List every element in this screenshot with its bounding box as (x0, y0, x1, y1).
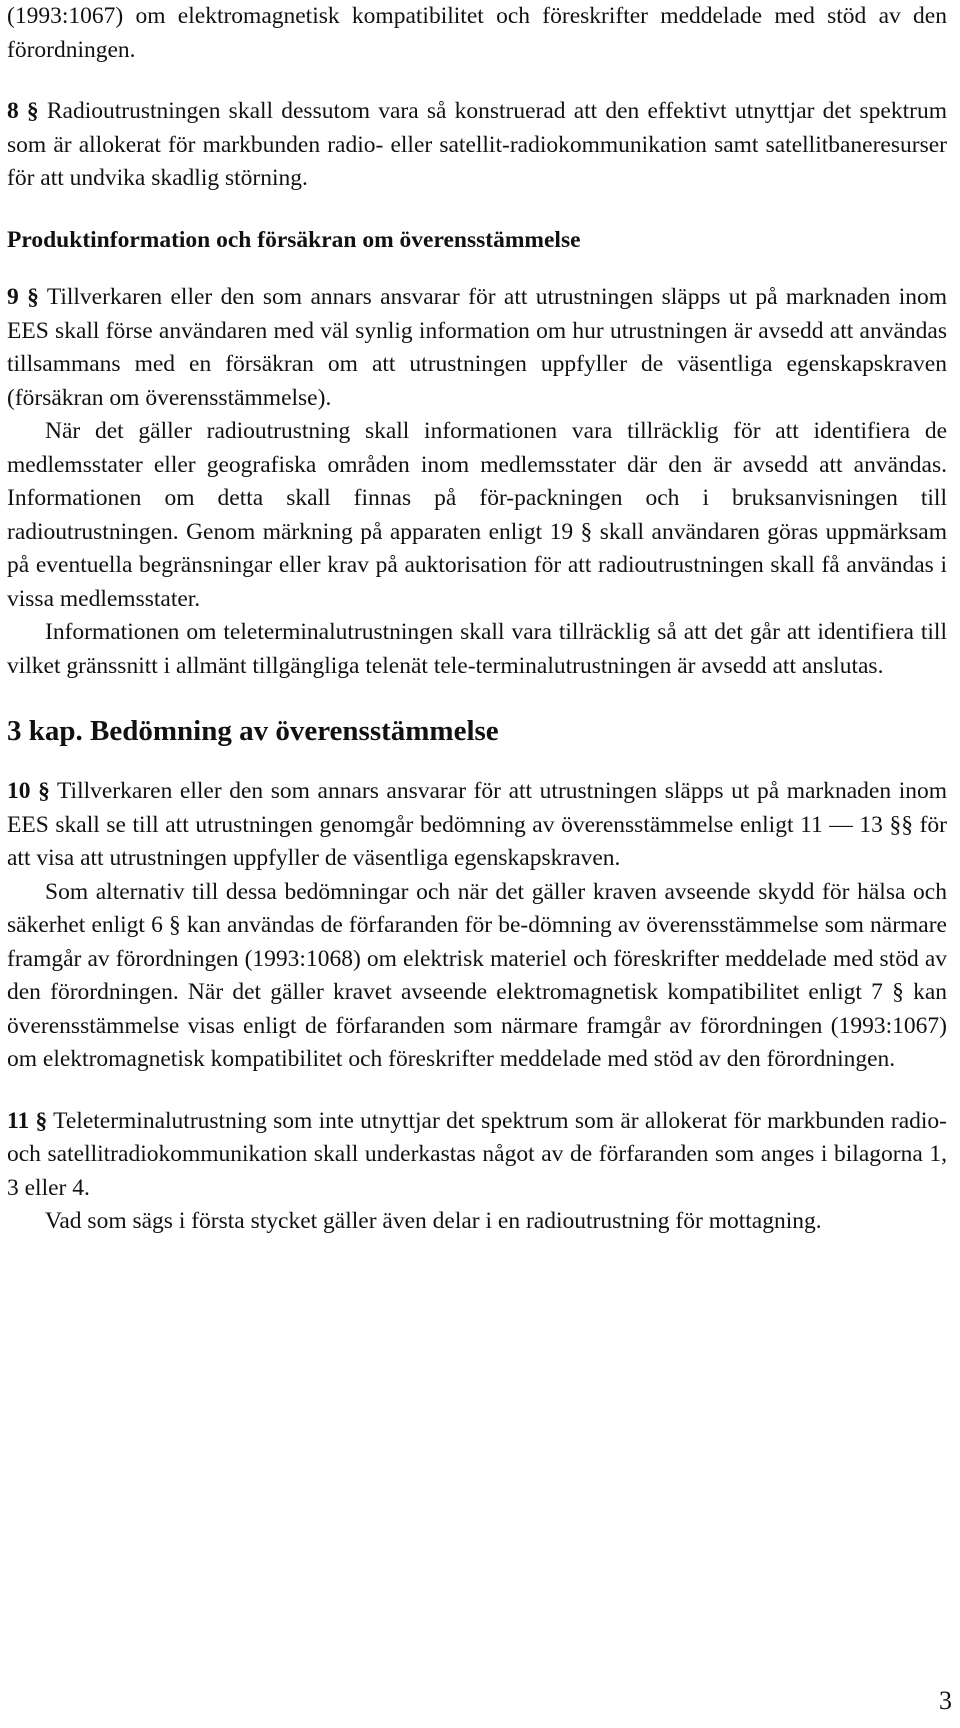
section-heading: Produktinformation och försäkran om överensstämmelse (7, 226, 581, 253)
paragraph-number: 10 § (7, 778, 50, 804)
paragraph-10 (7, 775, 947, 876)
paragraph-text: Teleterminalutrustning som inte utnyttjar det spektrum som är allokerat för markbunden radio- och satellitradiokommunikation skall underkastas något av de förfaranden som anges i bilagorna 1, 3 eller 4. (7, 1107, 947, 1201)
spacer (7, 196, 947, 224)
paragraph-number: 9 § (7, 284, 39, 310)
paragraph-text: Tillverkaren eller den som annars ansvarar för att utrustningen släpps ut på marknaden inom EES skall se till att utrustningen genomgår bedömning av överensstämmelse enligt 11 — 13 §§ för att visa att utrustningen uppfyller de väsentliga egenskapskraven. (7, 778, 947, 871)
paragraph-11 (7, 1105, 947, 1206)
chapter-number: 3 kap. (7, 715, 83, 747)
paragraph-9-second-piece: När det gäller radioutrustning skall informationen vara tillräcklig för att identifiera de medlemsstater eller geografiska områden inom medlemsstater där den är avsedd att användas. Informationen om detta skall finnas på för-packningen och i bruksanvisningen till radioutrustningen. Genom märkning på apparaten enligt 19 § skall användaren göras uppmärksam på eventuella begränsningar eller krav på auktorisation för att radioutrustningen skall få användas i vissa medlemsstater. (7, 418, 947, 612)
chapter-title: Bedömning av överensstämmelse (82, 715, 499, 747)
paragraph-text: Tillverkaren eller den som annars ansvarar för att utrustningen släpps ut på marknaden inom EES skall förse användaren med väl synlig information om hur utrustningen är avsedd att användas tillsammans med en försäkran om att utrustningen uppfyller de väsentliga egenskapskraven (försäkran om överensstämmelse). (7, 284, 947, 411)
paragraph-8 (7, 95, 947, 196)
paragraph-9-third-piece: Informationen om teleterminalutrustningen skall vara tillräcklig så att det går att identifiera till vilket gränssnitt i allmänt tillgängliga telenät tele-terminalutrustningen är avsedd att anslutas. (7, 619, 947, 679)
paragraph-11-second-piece: Vad som sägs i första stycket gäller även delar i en radioutrustning för mottagning. (45, 1208, 822, 1234)
paragraph-text: Radioutrustningen skall dessutom vara så konstruerad att den effektivt utnyttjar det spektrum som är allokerat för markbunden radio- eller satellit-radiokommunikation samt satellitbaneresurser för att undvika skadlig störning. (7, 98, 947, 191)
document-page (7, 0, 947, 1239)
spacer (7, 683, 947, 711)
page-number: 3 (939, 1686, 952, 1715)
spacer (7, 67, 947, 95)
paragraph-number: 8 § (7, 98, 39, 124)
continued-paragraph: (1993:1067) om elektromagnetisk kompatibilitet och föreskrifter meddelade med stöd av den förordningen. (7, 3, 947, 63)
spacer (7, 1077, 947, 1105)
paragraph-9 (7, 281, 947, 415)
spacer (7, 751, 947, 775)
chapter-heading (7, 711, 947, 751)
paragraph-10-second-piece: Som alternativ till dessa bedömningar och när det gäller kraven avseende skydd för hälsa och säkerhet enligt 6 § kan användas de förfaranden för be-dömning av överensstämmelse som närmare framgår av förordningen (1993:1068) om elektrisk materiel och föreskrifter meddelade med stöd av den förordningen. När det gäller kravet avseende elektromagnetisk kompatibilitet enligt 7 § kan överensstämmelse visas enligt de förfaranden som närmare framgår av förordningen (1993:1067) om elektromagnetisk kompatibilitet och föreskrifter meddelade med stöd av den förordningen. (7, 878, 947, 1072)
paragraph-number: 11 § (7, 1107, 48, 1134)
spacer (7, 257, 947, 281)
